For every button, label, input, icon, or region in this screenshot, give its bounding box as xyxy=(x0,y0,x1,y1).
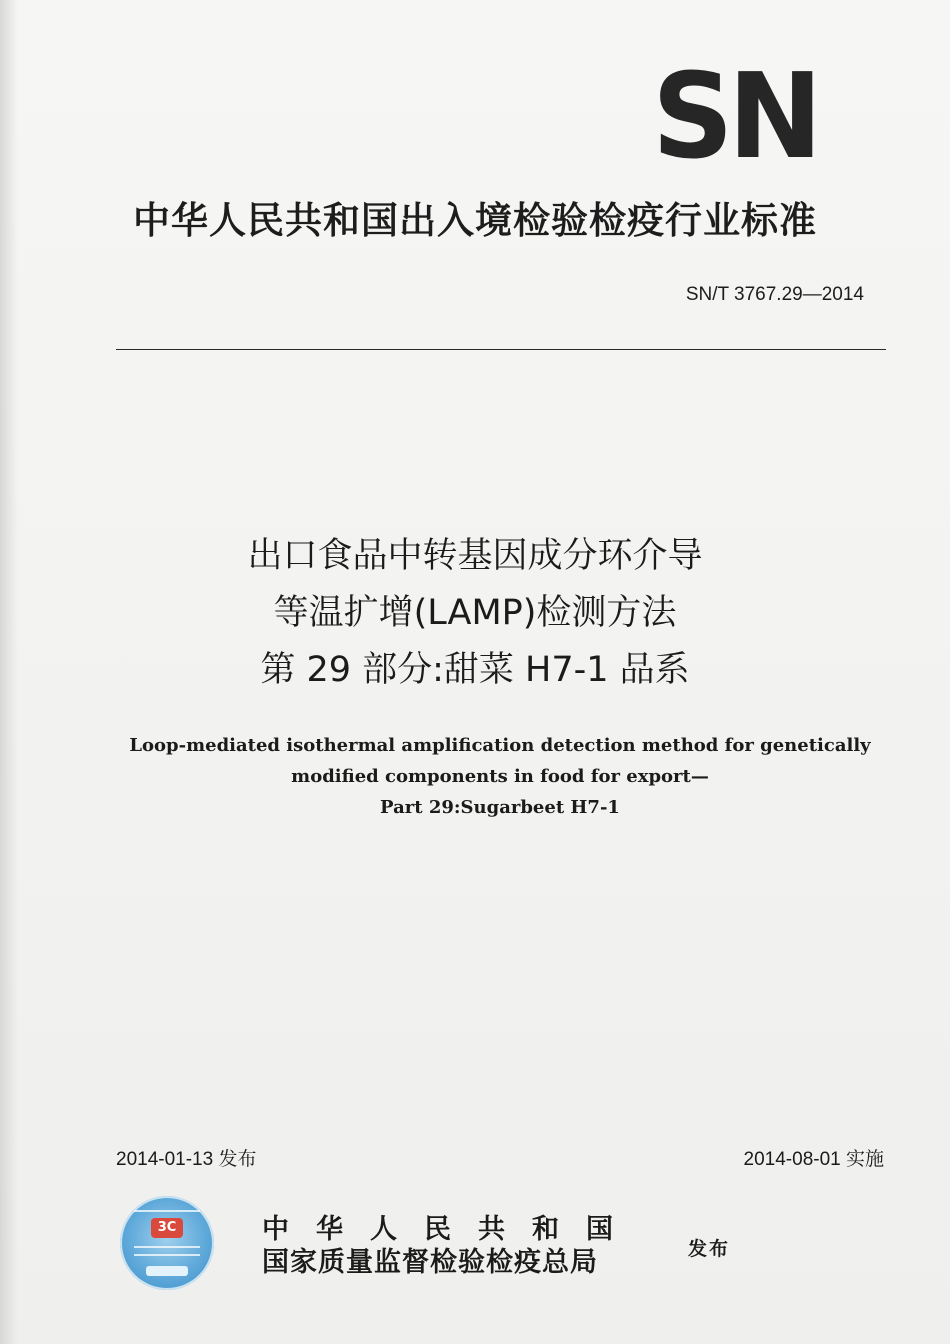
main-title-line-3: 第 29 部分:甜菜 H7-1 品系 xyxy=(260,650,690,690)
industry-standard-title: 中华人民共和国出入境检验检疫行业标准 xyxy=(133,199,817,242)
anti-counterfeit-seal xyxy=(120,1196,214,1290)
english-title xyxy=(0,730,950,823)
release-label: 发布 xyxy=(688,1238,731,1260)
issuer-country: 中华人民共和国 xyxy=(262,1214,640,1245)
issuing-authority xyxy=(262,1214,640,1280)
issue-date: 2014-01-13 发布 xyxy=(116,1149,257,1170)
english-title-line-1: Loop-mediated isothermal amplification detection method for genetically xyxy=(129,735,871,756)
seal-text-band xyxy=(134,1254,200,1256)
english-title-line-2: modified components in food for export— xyxy=(291,766,709,787)
seal-label-strip xyxy=(146,1266,188,1276)
main-title-line-1: 出口食品中转基因成分环介导 xyxy=(247,536,703,576)
main-title-line-2: 等温扩增(LAMP)检测方法 xyxy=(273,593,677,633)
seal-text-band xyxy=(134,1246,200,1248)
implementation-date: 2014-08-01 实施 xyxy=(743,1149,884,1170)
seal-text-band xyxy=(134,1210,200,1212)
sn-logo: SN xyxy=(652,47,817,185)
english-title-line-3: Part 29:Sugarbeet H7-1 xyxy=(380,797,620,818)
issuer-agency: 国家质量监督检验检疫总局 xyxy=(262,1247,598,1278)
header-divider xyxy=(116,349,886,350)
seal-badge: 3C xyxy=(151,1218,183,1238)
standard-number: SN/T 3767.29—2014 xyxy=(685,284,864,305)
main-title xyxy=(0,528,950,699)
